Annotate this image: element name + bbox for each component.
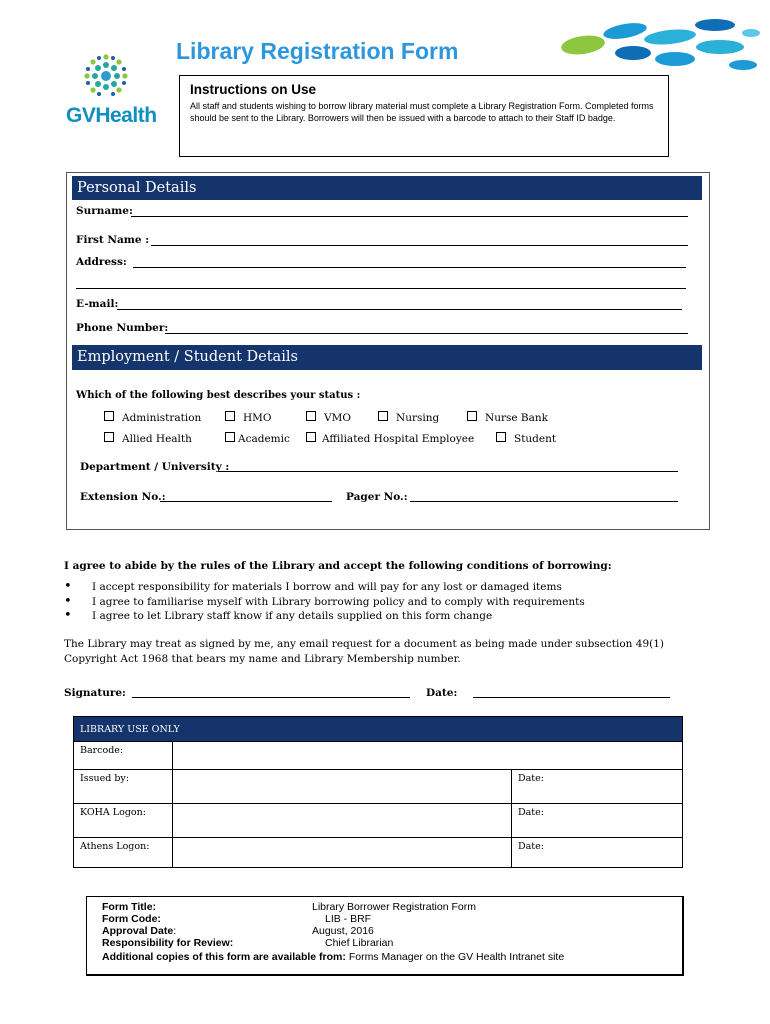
address-field-line1[interactable] <box>133 267 686 268</box>
date-label: Date: <box>426 687 458 699</box>
first-name-label: First Name : <box>76 234 150 246</box>
responsibility-value: Chief Librarian <box>325 937 394 949</box>
phone-field[interactable] <box>165 333 688 334</box>
checkbox-icon <box>378 411 388 421</box>
extension-field[interactable] <box>160 501 332 502</box>
date-field[interactable] <box>473 697 670 698</box>
surname-label: Surname: <box>76 205 133 217</box>
athens-date-label: Date: <box>512 838 683 868</box>
checkbox-student[interactable]: Student <box>496 432 556 445</box>
athens-logon-label: Athens Logon: <box>74 838 173 868</box>
list-item: • I accept responsibility for materials I borrow and will pay for any lost or damaged items <box>64 580 585 595</box>
department-label: Department / University : <box>80 461 230 473</box>
phone-label: Phone Number: <box>76 322 169 334</box>
koha-logon-label: KOHA Logon: <box>74 804 173 838</box>
pager-field[interactable] <box>410 501 678 502</box>
form-title-value: Library Borrower Registration Form <box>312 901 476 913</box>
checkbox-vmo[interactable]: VMO <box>306 411 351 424</box>
email-field[interactable] <box>117 309 682 310</box>
checkbox-icon <box>306 411 316 421</box>
checkbox-icon <box>467 411 477 421</box>
signature-label: Signature: <box>64 687 126 699</box>
koha-logon-cell[interactable] <box>173 804 512 838</box>
address-field-line2[interactable] <box>76 288 686 289</box>
address-label: Address: <box>76 256 127 268</box>
library-use-table <box>73 716 683 868</box>
status-question: Which of the following best describes your status : <box>76 390 361 401</box>
pager-label: Pager No.: <box>346 491 408 503</box>
issued-by-label: Issued by: <box>74 770 173 804</box>
checkbox-nursing[interactable]: Nursing <box>378 411 439 424</box>
form-code-value: LIB - BRF <box>325 913 372 925</box>
approval-date-value: August, 2016 <box>312 925 374 937</box>
surname-field[interactable] <box>131 216 688 217</box>
barcode-cell[interactable] <box>173 742 683 770</box>
signature-field[interactable] <box>132 697 410 698</box>
responsibility-label: Responsibility for Review: <box>102 937 234 949</box>
checkbox-affiliated-hospital-employee[interactable]: Affiliated Hospital Employee <box>306 432 474 445</box>
checkbox-icon <box>306 432 316 442</box>
conditions-list <box>64 580 585 624</box>
agreement-heading: I agree to abide by the rules of the Library and accept the following conditions of borrowing: <box>64 560 612 572</box>
copyright-note: The Library may treat as signed by me, any email request for a document as being made under subsection 49(1) Copyright Act 1968 that bears my name and Library Membership number. <box>64 638 665 665</box>
form-title-label: Form Title: <box>102 901 157 913</box>
checkbox-nurse-bank[interactable]: Nurse Bank <box>467 411 548 424</box>
checkbox-icon <box>225 411 235 421</box>
issued-date-label: Date: <box>512 770 683 804</box>
additional-copies: Additional copies of this form are available from: Forms Manager on the GV Health Intranet site <box>102 951 565 963</box>
decorative-leaves-icon <box>555 15 760 75</box>
form-code-label: Form Code: <box>102 913 161 925</box>
list-item: • I agree to familiarise myself with Library borrowing policy and to comply with requirements <box>64 595 585 610</box>
checkbox-icon <box>225 432 235 442</box>
checkbox-icon <box>496 432 506 442</box>
barcode-label: Barcode: <box>74 742 173 770</box>
checkbox-icon <box>104 432 114 442</box>
list-item: • I agree to let Library staff know if any details supplied on this form change <box>64 609 585 624</box>
checkbox-allied-health[interactable]: Allied Health <box>104 432 192 445</box>
approval-date-label: Approval Date: <box>102 925 177 937</box>
logo-text: GVHealth <box>66 104 157 127</box>
extension-label: Extension No.: <box>80 491 166 503</box>
koha-date-label: Date: <box>512 804 683 838</box>
issued-by-cell[interactable] <box>173 770 512 804</box>
page-title: Library Registration Form <box>176 38 459 64</box>
instructions-box <box>179 75 669 157</box>
instructions-body: All staff and students wishing to borrow library material must complete a Library Registration Form. Completed forms should be sent to the Library. Borrowers will then be issued with a barcode to attach to their Staff ID badge. <box>190 101 654 123</box>
email-label: E-mail: <box>76 298 119 310</box>
employment-details-heading: Employment / Student Details <box>72 345 702 370</box>
athens-logon-cell[interactable] <box>173 838 512 868</box>
library-use-heading: LIBRARY USE ONLY <box>74 717 683 742</box>
checkbox-academic[interactable]: Academic <box>225 432 290 445</box>
instructions-title: Instructions on Use <box>190 82 317 97</box>
checkbox-hmo[interactable]: HMO <box>225 411 272 424</box>
department-field[interactable] <box>218 471 678 472</box>
personal-details-heading: Personal Details <box>72 176 702 200</box>
checkbox-administration[interactable]: Administration <box>104 411 201 424</box>
first-name-field[interactable] <box>151 245 688 246</box>
checkbox-icon <box>104 411 114 421</box>
